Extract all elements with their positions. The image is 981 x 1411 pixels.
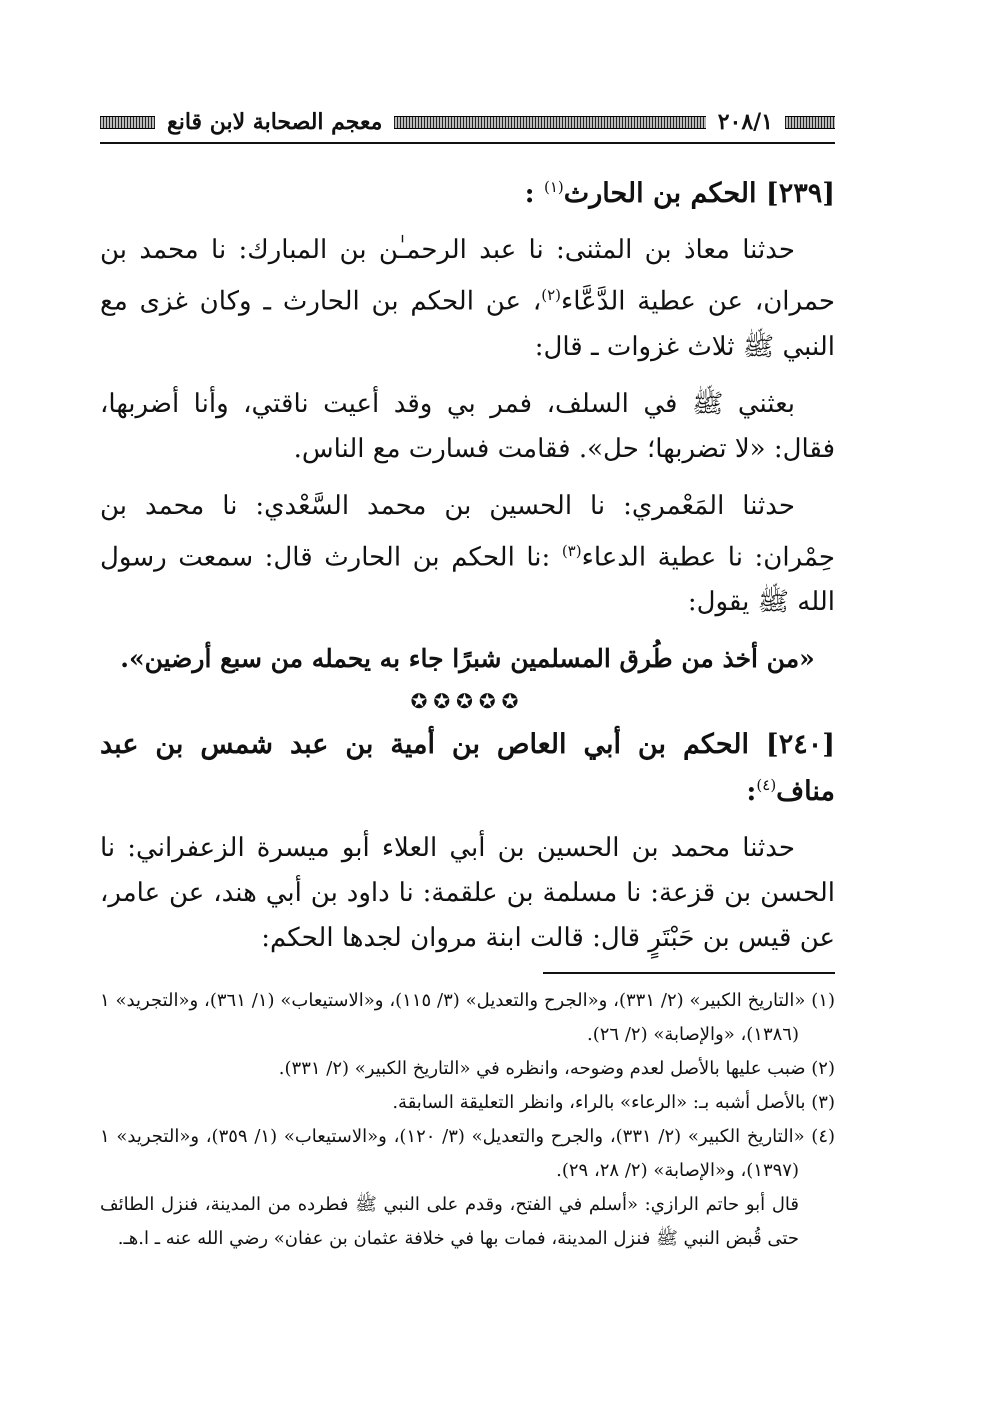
main-text	[100, 155, 835, 973]
header-ornament-left	[100, 116, 155, 129]
footnotes-section	[100, 972, 835, 1256]
footnote-4-continuation: قال أبو حاتم الرازي: «أسلم في الفتح، وقدم على النبي ﷺ فطرده من المدينة، فنزل الطائف حتى قُبض النبي ﷺ فنزل المدينة، فمات بها في خلافة عثمان بن عفان» رضي الله عنه ـ ا.هـ.	[100, 1194, 799, 1249]
entry-240-paragraph-1: حدثنا محمد بن الحسين بن أبي العلاء أبو ميسرة الزعفراني: نا الحسن بن قزعة: نا مسلمة بن علقمة: نا داود بن أبي هند، عن عامر، عن قيس بن حَبْتَرٍ قال: قالت ابنة مروان لجدها الحكم:	[100, 833, 835, 954]
entry-240-title: [٢٤٠] الحكم بن أبي العاص بن أمية بن عبد شمس بن عبد مناف$^{(٤)}$:	[100, 729, 835, 808]
entry-239-paragraph-2: بعثني ﷺ في السلف، فمر بي وقد أعيت ناقتي، وأنا أضربها، فقال: «لا تضربها؛ حل». فقامت فسارت مع الناس.	[100, 388, 835, 464]
section-separator-stars: ✪✪✪✪✪	[410, 689, 525, 714]
footnote-divider	[543, 972, 835, 974]
footnote-ref-3[interactable]: (٣)	[561, 541, 582, 560]
page-number: ٢٠٨/١	[717, 109, 773, 135]
footnote-3: (٣) بالأصل أشبه بـ: «الرعاء» بالراء، وانظر التعليقة السابقة.	[392, 1092, 835, 1113]
footnote-1: (١) «التاريخ الكبير» (٢/ ٣٣١)، و«الجرح والتعديل» (٣/ ١١٥)، و«الاستيعاب» (١/ ٣٦١)، و«التجريد» ١ (١٣٨٦)، «والإصابة» (٢/ ٢٦).	[100, 990, 835, 1045]
entry-239-title: [٢٣٩] الحكم بن الحارث$^{(١)}$ :	[524, 178, 835, 209]
book-title: معجم الصحابة لابن قانع	[167, 109, 383, 135]
footnote-2: (٢) ضبب عليها بالأصل لعدم وضوحه، وانظره في «التاريخ الكبير» (٢/ ٣٣١).	[278, 1058, 835, 1079]
hadith-quote: «من أخذ من طُرق المسلمين شبرًا جاء به يحمله من سبع أرضين».	[120, 644, 815, 674]
footnote-ref-1[interactable]: (١)	[544, 178, 564, 196]
header-ornament-middle	[394, 116, 705, 129]
header-ornament-right	[785, 116, 835, 129]
footnote-ref-2[interactable]: (٢)	[541, 286, 562, 304]
entry-239-paragraph-1: حدثنا معاذ بن المثنى: نا عبد الرحمـٰن بن المبارك: نا محمد بن حمران، عن عطية الدَّعَّاء$^{(٢)}$، عن الحكم بن الحارث ـ وكان غزى مع النبي ﷺ ثلاث غزوات ـ قال:	[100, 235, 835, 362]
footnote-4: (٤) «التاريخ الكبير» (٢/ ٣٣١)، والجرح والتعديل» (٣/ ١٢٠)، و«الاستيعاب» (١/ ٣٥٩)، و«التجريد» ١ (١٣٩٧)، و«الإصابة» (٢/ ٢٨، ٢٩).	[100, 1126, 836, 1181]
running-header	[100, 102, 835, 144]
entry-239-paragraph-3: حدثنا المَعْمري: نا الحسين بن محمد السَّعْدي: نا محمد بن حِمْران: نا عطية الدعاء$^{(٣)}$ :نا الحكم بن الحارث قال: سمعت رسول الله ﷺ يقول:	[100, 490, 836, 618]
footnote-ref-4[interactable]: (٤)	[756, 776, 777, 795]
